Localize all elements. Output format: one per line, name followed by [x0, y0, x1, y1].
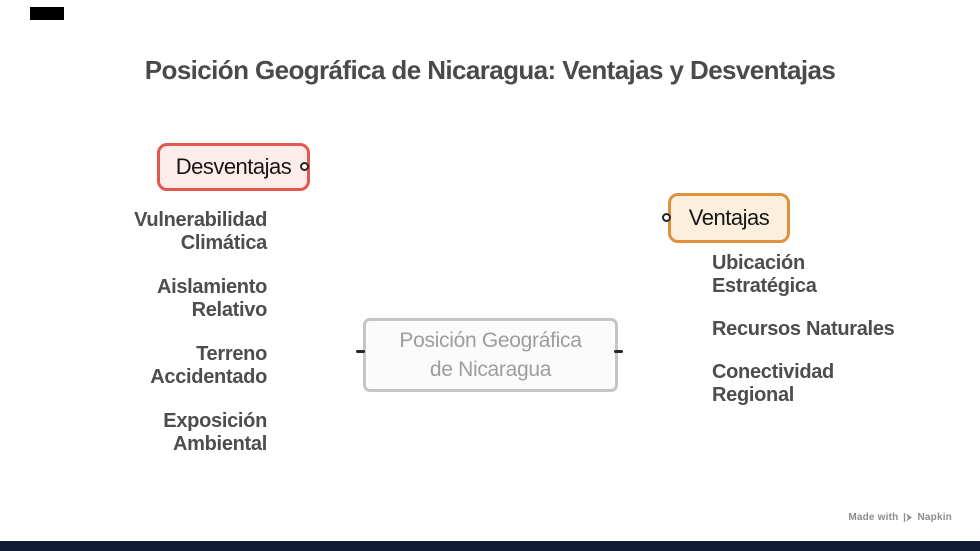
list-item: [97, 410, 267, 456]
ventajas-list: [712, 252, 922, 427]
list-item-line: Vulnerabilidad: [134, 209, 267, 231]
list-item: [712, 318, 922, 341]
list-item: [712, 361, 922, 407]
node-central-topic: [363, 318, 618, 392]
list-item: [712, 252, 922, 298]
list-item-line: Recursos Naturales: [712, 318, 895, 340]
central-topic-line: de Nicaragua: [429, 358, 552, 381]
list-item-line: Terreno: [196, 343, 267, 365]
watermark-prefix: Made with: [848, 512, 899, 523]
list-item-line: Relativo: [191, 299, 267, 321]
connector-dot-desventajas: [300, 162, 309, 171]
connector-dot-ventajas: [662, 213, 671, 222]
list-item-line: Climática: [180, 232, 267, 254]
node-desventajas-label: Desventajas: [175, 154, 292, 179]
napkin-watermark: [848, 512, 952, 523]
diagram-title: Posición Geográfica de Nicaragua: Ventajas y Desventajas: [144, 55, 836, 85]
list-item-line: Ubicación: [712, 252, 805, 274]
slide-footer-bar: [0, 541, 980, 551]
watermark-brand: Napkin: [917, 512, 952, 523]
list-item: [97, 209, 267, 255]
node-desventajas: [157, 143, 310, 191]
list-item-line: Conectividad: [712, 361, 834, 383]
node-ventajas-label: Ventajas: [688, 205, 770, 230]
slide-decoration-rect: [30, 7, 64, 20]
list-item: [97, 276, 267, 322]
list-item-line: Accidentado: [150, 366, 267, 388]
central-topic-line: Posición Geográfica: [399, 329, 582, 352]
list-item-line: Ambiental: [173, 433, 267, 455]
node-ventajas: [668, 193, 790, 243]
connector-tick-left: [356, 350, 365, 353]
connector-tick-right: [614, 350, 623, 353]
list-item-line: Regional: [712, 384, 795, 406]
list-item-line: Exposición: [163, 410, 267, 432]
list-item-line: Estratégica: [712, 275, 817, 297]
list-item: [97, 343, 267, 389]
napkin-logo-icon: [902, 512, 913, 523]
desventajas-list: [97, 209, 267, 477]
list-item-line: Aislamiento: [156, 276, 267, 298]
